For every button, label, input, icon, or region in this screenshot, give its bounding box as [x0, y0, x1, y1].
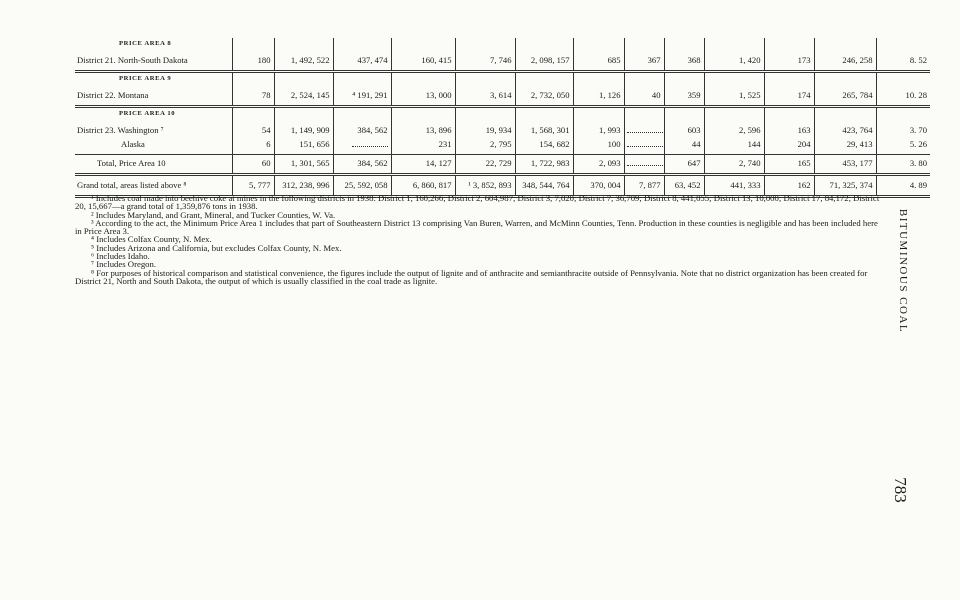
price-area-9-heading-row: [75, 72, 930, 87]
table-cell: 441, 333: [704, 175, 764, 197]
table-cell: 348, 544, 764: [515, 175, 573, 197]
table-cell: 3. 70: [876, 122, 930, 141]
table-cell: 44: [664, 140, 704, 154]
footnote: ⁶ Includes Idaho.: [91, 251, 150, 262]
table-cell: 29, 413: [814, 140, 876, 154]
table-cell: 312, 238, 996: [274, 175, 333, 197]
table-row: [75, 140, 930, 154]
footnote: ³ According to the act, the Minimum Price Area 1 includes that part of Southeastern District 13 comprising Van Buren, Warren, and McMinn Counties, Tenn. Production in these counties is negligible and has been included here in Price Area 3.: [75, 217, 878, 237]
table-cell: 685: [573, 52, 624, 72]
table-cell: 22, 729: [455, 154, 515, 175]
price-area-8-heading-row: [75, 38, 930, 52]
footnote: ⁸ For purposes of historical comparison and statistical convenience, the figures include the output of lignite and of anthracite and semianthracite outside of Pennsylvania. Note that no district organization has been created for District 21, North and South Dakota, the output of which is usually classified in the coal trade as lignite.: [75, 267, 868, 286]
table-cell: 25, 592, 058: [333, 175, 391, 197]
table-cell: 4. 89: [876, 175, 930, 197]
table-cell: 6: [232, 140, 274, 154]
table-cell: 2, 732, 050: [515, 87, 573, 107]
row-label: District 21. North-South Dakota: [77, 54, 188, 65]
table-cell: 3. 80: [876, 154, 930, 175]
table-cell: 603: [664, 122, 704, 141]
table-cell: 1, 993: [573, 122, 624, 141]
footnote: ⁷ Includes Oregon.: [91, 259, 157, 270]
table-cell: 359: [664, 87, 704, 107]
table-cell: 14, 127: [391, 154, 455, 175]
table-cell: 2, 596: [704, 122, 764, 141]
table-cell: 647: [664, 154, 704, 175]
table-cell: 1, 525: [704, 87, 764, 107]
table-cell: 7, 877: [624, 175, 664, 197]
table-cell: 2, 795: [455, 140, 515, 154]
page-number: 783: [891, 477, 910, 503]
table-cell: 1, 126: [573, 87, 624, 107]
table-cell: 2, 524, 145: [274, 87, 333, 107]
total-row: [75, 154, 930, 175]
table-cell: 173: [764, 52, 814, 72]
table-row: [75, 122, 930, 141]
footnote: ¹ Includes coal made into beehive coke at mines in the following districts in 1938: District 1, 160,266; District 2, 604,987; District 3, 7,020; District 7, 36,709; District 8, 441,055; District 13, 10,000; District 17, 84,172; District 20, 15,667—a grand total of 1,359,876 tons in 1938.: [75, 193, 880, 212]
table-cell: 265, 784: [814, 87, 876, 107]
row-label: Total, Price Area 10: [75, 154, 232, 175]
table-cell: 384, 562: [333, 122, 391, 141]
table-cell: [624, 122, 664, 141]
table-cell: 71, 325, 374: [814, 175, 876, 197]
table-cell: 3, 614: [455, 87, 515, 107]
table-cell: 1, 722, 983: [515, 154, 573, 175]
row-label: District 22. Montana: [77, 89, 149, 100]
table-cell: 160, 415: [391, 52, 455, 72]
table-row: [75, 87, 930, 107]
table-cell: 7, 746: [455, 52, 515, 72]
footnote: ⁵ Includes Arizona and California, but excludes Colfax County, N. Mex.: [91, 242, 342, 253]
table-cell: 144: [704, 140, 764, 154]
footnote: ² Includes Maryland, and Grant, Mineral, and Tucker Counties, W. Va.: [91, 209, 336, 220]
table-cell: 1, 301, 565: [274, 154, 333, 175]
table-cell: 54: [232, 122, 274, 141]
table-cell: 437, 474: [333, 52, 391, 72]
price-area-heading: PRICE AREA 10: [75, 107, 232, 122]
table-cell: 8. 52: [876, 52, 930, 72]
table-cell: 231: [391, 140, 455, 154]
table-cell: 1, 420: [704, 52, 764, 72]
table-cell: 13, 000: [391, 87, 455, 107]
table-cell: 40: [624, 87, 664, 107]
row-label: District 23. Washington ⁷: [77, 124, 164, 135]
footnotes: [75, 194, 880, 285]
table-cell: 1, 568, 301: [515, 122, 573, 141]
table-cell: 5. 26: [876, 140, 930, 154]
table-cell: 154, 682: [515, 140, 573, 154]
table-cell: 6, 860, 817: [391, 175, 455, 197]
row-label: Alaska: [121, 139, 145, 149]
table-cell: 63, 452: [664, 175, 704, 197]
side-title-band: [888, 210, 918, 340]
table-cell: 368: [664, 52, 704, 72]
table-cell: 423, 764: [814, 122, 876, 141]
price-area-10-heading-row: [75, 107, 930, 122]
table-cell: 204: [764, 140, 814, 154]
statistics-table: [75, 38, 930, 198]
price-area-heading: PRICE AREA 8: [119, 40, 172, 47]
table-cell: 370, 004: [573, 175, 624, 197]
table-cell: 2, 098, 157: [515, 52, 573, 72]
table-cell: 163: [764, 122, 814, 141]
table-cell: 13, 896: [391, 122, 455, 141]
table-cell: 384, 562: [333, 154, 391, 175]
table-cell: 2, 093: [573, 154, 624, 175]
price-area-heading: PRICE AREA 9: [75, 72, 232, 87]
table-cell: ¹ 3, 852, 893: [455, 175, 515, 197]
running-head: BITUMINOUS COAL: [897, 208, 909, 334]
table-cell: 246, 258: [814, 52, 876, 72]
table-cell: 367: [624, 52, 664, 72]
table-cell: [624, 140, 664, 154]
table-cell: 1, 149, 909: [274, 122, 333, 141]
table-cell: ⁴ 191, 291: [333, 87, 391, 107]
table-cell: 78: [232, 87, 274, 107]
table-cell: 165: [764, 154, 814, 175]
table-cell: 180: [232, 52, 274, 72]
table-cell: [333, 140, 391, 154]
table-row: [75, 52, 930, 72]
table-cell: 100: [573, 140, 624, 154]
row-label: Grand total, areas listed above ⁸: [75, 175, 232, 197]
table-cell: 162: [764, 175, 814, 197]
table-cell: [624, 154, 664, 175]
table-cell: 151, 656: [274, 140, 333, 154]
footnote: ⁴ Includes Colfax County, N. Mex.: [91, 234, 212, 245]
table-cell: 10. 28: [876, 87, 930, 107]
table-cell: 2, 740: [704, 154, 764, 175]
table-cell: 5, 777: [232, 175, 274, 197]
table-cell: 19, 934: [455, 122, 515, 141]
table-cell: 453, 177: [814, 154, 876, 175]
table-cell: 60: [232, 154, 274, 175]
table-cell: 1, 492, 522: [274, 52, 333, 72]
table-cell: 174: [764, 87, 814, 107]
